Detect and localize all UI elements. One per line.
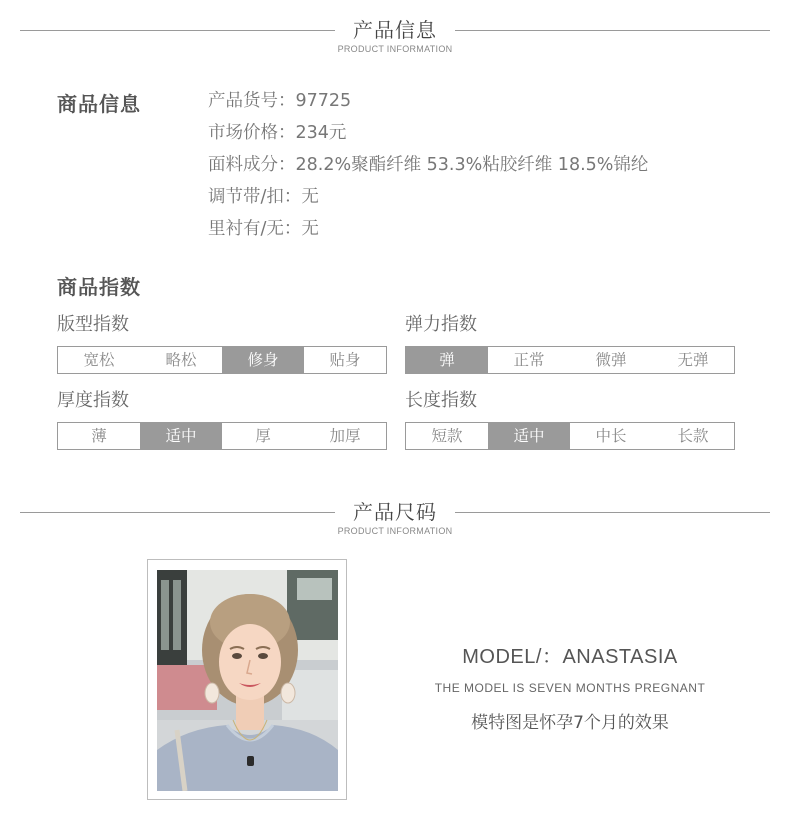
model-note-cn: 模特图是怀孕7个月的效果 [471,713,669,733]
scale-option-selected: 适中 [140,423,222,449]
section-header-product-size [20,498,770,538]
fit-index-scale [57,346,387,374]
info-line-lining: 里衬有/无：无 [208,219,319,239]
scale-option: 略松 [165,351,197,369]
scale-option-selected: 修身 [222,347,304,373]
info-line-buckle: 调节带/扣：无 [208,187,319,207]
model-name: MODEL/：ANASTASIA [462,646,678,668]
scale-option: 无弹 [677,351,709,369]
length-index-label: 长度指数 [405,390,477,411]
scale-option: 加厚 [329,427,361,445]
scale-option-selected: 适中 [488,423,570,449]
model-photo-frame [147,559,347,800]
thickness-index-scale [57,422,387,450]
goods-info-heading: 商品信息 [57,92,141,116]
section-subtitle: PRODUCT INFORMATION [337,44,453,54]
model-note-en: THE MODEL IS SEVEN MONTHS PREGNANT [434,681,706,695]
scale-option: 薄 [91,427,107,445]
scale-option: 短款 [431,427,463,445]
info-line-fabric: 面料成分：28.2%聚酯纤维 53.3%粘胶纤维 18.5%锦纶 [208,155,649,175]
section-subtitle: PRODUCT INFORMATION [337,526,453,536]
section-title: 产品信息 [353,18,437,42]
scale-option-selected: 弹 [406,347,488,373]
elasticity-index-scale [405,346,735,374]
scale-option: 正常 [513,351,545,369]
model-photo [157,570,338,791]
scale-option: 宽松 [83,351,115,369]
scale-option: 微弹 [595,351,627,369]
scale-option: 中长 [595,427,627,445]
fit-index-label: 版型指数 [57,314,129,335]
section-title: 产品尺码 [353,500,437,524]
elasticity-index-label: 弹力指数 [405,314,477,335]
indices-heading: 商品指数 [57,275,141,299]
info-line-sku: 产品货号：97725 [208,91,352,111]
scale-option: 厚 [255,427,271,445]
scale-option: 长款 [677,427,709,445]
scale-option: 贴身 [329,351,361,369]
length-index-scale [405,422,735,450]
section-header-product-info [20,16,770,56]
info-line-price: 市场价格：234元 [208,123,347,143]
thickness-index-label: 厚度指数 [57,390,129,411]
